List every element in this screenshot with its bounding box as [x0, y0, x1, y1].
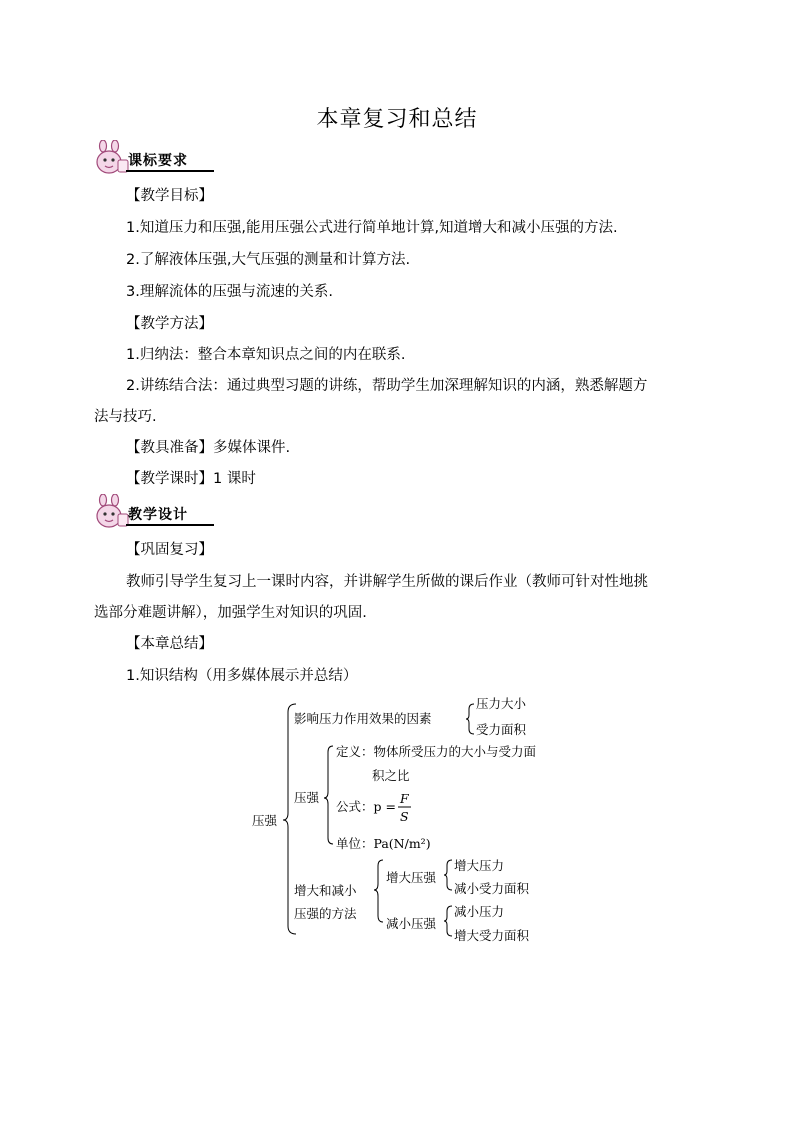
tree-decrease: 减小压强	[386, 916, 437, 931]
mubiao-item-1: 1.知道压力和压强,能用压强公式进行简单地计算,知道增大和减小压强的方法.	[126, 220, 618, 236]
knowledge-tree	[0, 690, 794, 990]
fangfa-item-2: 2.讲练结合法：通过典型习题的讲练，帮助学生加深理解知识的内涵，熟悉解题方	[126, 378, 648, 394]
tree-yaqiang: 压强	[294, 790, 320, 805]
tree-unit: 单位：Pa(N/m²)	[336, 836, 431, 851]
mubiao-item-3: 3.理解流体的压强与流速的关系.	[126, 284, 333, 300]
tree-influence-a: 压力大小	[476, 696, 527, 711]
brace-method	[374, 860, 383, 922]
tree-influence-b: 受力面积	[476, 722, 527, 737]
page-title: 本章复习和总结	[316, 107, 478, 132]
tree-def-b: 积之比	[372, 768, 410, 783]
tree-def-a: 定义：物体所受压力的大小与受力面	[336, 744, 537, 759]
mubiao-heading: 【教学目标】	[126, 188, 213, 204]
tree-method-b: 压强的方法	[294, 906, 357, 921]
gonggu-para-cont: 选部分难题讲解），加强学生对知识的巩固.	[94, 605, 367, 621]
brace-yaqiang	[324, 746, 333, 844]
tree-decrease-b: 增大受力面积	[454, 928, 530, 943]
section-header-jiaoxue	[92, 494, 214, 530]
fangfa-item-2-cont: 法与技巧.	[94, 409, 157, 425]
brace-influence	[466, 704, 474, 734]
section-title: 课标要求	[128, 153, 188, 169]
tree-increase: 增大压强	[386, 870, 437, 885]
tree-formula-label: 公式：p =	[336, 799, 396, 814]
tree-formula-num: F	[400, 791, 409, 806]
brace-main	[283, 704, 296, 934]
section-underline	[126, 524, 214, 526]
tree-decrease-a: 减小压力	[454, 904, 505, 919]
section-title: 教学设计	[128, 507, 188, 523]
tree-formula-den: S	[400, 809, 409, 824]
tree-root: 压强	[252, 813, 278, 828]
zhunbei-line: 【教具准备】多媒体课件.	[126, 440, 291, 456]
zongjie-heading: 【本章总结】	[126, 636, 213, 652]
tree-increase-a: 增大压力	[454, 858, 505, 873]
mubiao-item-2: 2.了解液体压强,大气压强的测量和计算方法.	[126, 252, 411, 268]
brace-increase	[444, 860, 452, 890]
gonggu-heading: 【巩固复习】	[126, 542, 213, 558]
tree-influence: 影响压力作用效果的因素	[294, 711, 432, 726]
fangfa-heading: 【教学方法】	[126, 316, 213, 332]
brace-decrease	[444, 906, 452, 936]
fangfa-item-1: 1.归纳法：整合本章知识点之间的内在联系.	[126, 347, 406, 363]
section-header-kebiao	[92, 140, 214, 176]
tree-increase-b: 减小受力面积	[454, 881, 530, 896]
keshi-line: 【教学课时】1 课时	[126, 471, 256, 487]
zongjie-item-1: 1.知识结构（用多媒体展示并总结）	[126, 668, 358, 684]
tree-method-a: 增大和减小	[294, 883, 357, 898]
section-underline	[126, 170, 214, 172]
gonggu-para: 教师引导学生复习上一课时内容，并讲解学生所做的课后作业（教师可针对性地挑	[126, 574, 648, 590]
